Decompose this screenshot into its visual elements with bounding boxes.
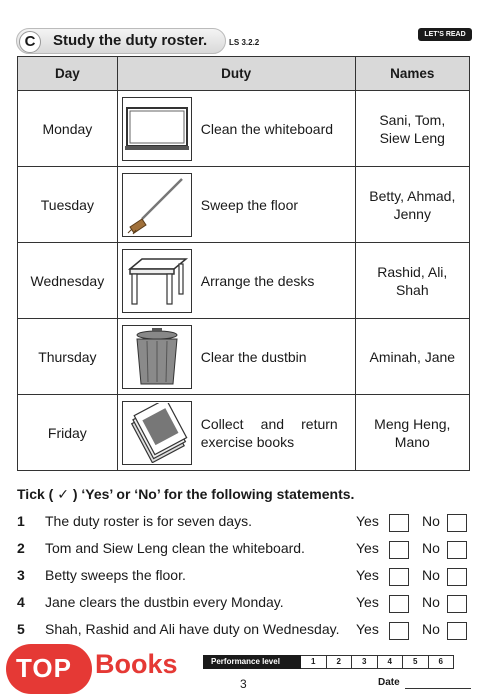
table-row xyxy=(18,395,470,471)
dustbin-icon xyxy=(122,325,192,389)
no-label: No xyxy=(422,621,440,637)
statement-number: 5 xyxy=(17,621,25,637)
statement-text: Shah, Rashid and Ali have duty on Wednesday. xyxy=(45,621,340,637)
statement-row xyxy=(17,567,472,587)
duty-roster-table xyxy=(17,56,470,471)
page-number: 3 xyxy=(240,677,247,691)
statement-row xyxy=(17,621,472,641)
broom-icon xyxy=(122,173,192,237)
learning-standard-code: LS 3.2.2 xyxy=(229,38,260,47)
day-cell: Thursday xyxy=(18,319,118,395)
no-checkbox[interactable] xyxy=(447,541,467,559)
exercise-books-icon xyxy=(122,401,192,465)
yes-label: Yes xyxy=(356,594,379,610)
performance-level-cell[interactable]: 1 xyxy=(301,655,327,669)
topbooks-logo xyxy=(0,640,196,700)
statement-number: 4 xyxy=(17,594,25,610)
yes-checkbox[interactable] xyxy=(389,595,409,613)
no-checkbox[interactable] xyxy=(447,622,467,640)
statement-number: 3 xyxy=(17,567,25,583)
no-label: No xyxy=(422,513,440,529)
day-cell: Monday xyxy=(18,91,118,167)
lets-read-tag: LET'S READ xyxy=(418,28,472,41)
logo-text-top: TOP xyxy=(16,653,72,683)
day-cell: Wednesday xyxy=(18,243,118,319)
performance-level-bar xyxy=(203,655,454,669)
performance-level-cell[interactable]: 2 xyxy=(327,655,353,669)
logo-text-books: Books xyxy=(95,649,178,679)
names-line: Sani, Tom, xyxy=(379,111,446,128)
header-day: Day xyxy=(18,57,118,91)
section-title: Study the duty roster. xyxy=(53,32,208,49)
statement-number: 2 xyxy=(17,540,25,556)
header-duty: Duty xyxy=(117,57,355,91)
date-field[interactable] xyxy=(405,688,471,689)
table-row xyxy=(18,319,470,395)
statement-text: The duty roster is for seven days. xyxy=(45,513,252,529)
yes-label: Yes xyxy=(356,513,379,529)
yes-checkbox[interactable] xyxy=(389,568,409,586)
duty-text: Collect and return exercise books xyxy=(200,415,338,450)
table-header-row xyxy=(18,57,470,91)
duty-text: Clean the whiteboard xyxy=(200,120,334,137)
section-letter: C xyxy=(19,31,41,53)
names-line: Jenny xyxy=(393,205,431,222)
no-checkbox[interactable] xyxy=(447,514,467,532)
duty-text: Sweep the floor xyxy=(200,196,299,213)
names-line: Aminah, Jane xyxy=(369,348,456,365)
day-cell: Friday xyxy=(18,395,118,471)
names-line: Siew Leng xyxy=(379,129,445,146)
no-label: No xyxy=(422,540,440,556)
date-label: Date xyxy=(378,677,400,688)
names-line: Meng Heng, xyxy=(374,415,451,432)
names-line: Shah xyxy=(395,281,429,298)
yes-label: Yes xyxy=(356,621,379,637)
no-label: No xyxy=(422,594,440,610)
names-line: Betty, Ahmad, xyxy=(369,187,456,204)
performance-level-cell[interactable]: 3 xyxy=(352,655,378,669)
yes-checkbox[interactable] xyxy=(389,541,409,559)
instruction-text: Tick ( ✓ ) ‘Yes’ or ‘No’ for the following statements. xyxy=(17,486,355,502)
performance-label: Performance level xyxy=(203,655,301,669)
statement-text: Betty sweeps the floor. xyxy=(45,567,186,583)
statement-row xyxy=(17,513,472,533)
performance-level-cell[interactable]: 4 xyxy=(378,655,404,669)
day-cell: Tuesday xyxy=(18,167,118,243)
names-line: Mano xyxy=(394,433,430,450)
statement-text: Tom and Siew Leng clean the whiteboard. xyxy=(45,540,305,556)
duty-text: Clear the dustbin xyxy=(200,348,307,365)
no-checkbox[interactable] xyxy=(447,568,467,586)
desk-icon xyxy=(122,249,192,313)
statement-number: 1 xyxy=(17,513,25,529)
table-row xyxy=(18,243,470,319)
table-row xyxy=(18,91,470,167)
yes-checkbox[interactable] xyxy=(389,514,409,532)
statement-row xyxy=(17,594,472,614)
yes-label: Yes xyxy=(356,567,379,583)
section-header xyxy=(16,28,226,54)
duty-text: Arrange the desks xyxy=(200,272,315,289)
names-line: Rashid, Ali, xyxy=(377,263,448,280)
table-row xyxy=(18,167,470,243)
header-names: Names xyxy=(355,57,469,91)
statement-text: Jane clears the dustbin every Monday. xyxy=(45,594,284,610)
performance-level-cell[interactable]: 5 xyxy=(403,655,429,669)
whiteboard-icon xyxy=(122,97,192,161)
yes-checkbox[interactable] xyxy=(389,622,409,640)
no-label: No xyxy=(422,567,440,583)
statement-row xyxy=(17,540,472,560)
performance-level-cell[interactable]: 6 xyxy=(429,655,455,669)
yes-label: Yes xyxy=(356,540,379,556)
no-checkbox[interactable] xyxy=(447,595,467,613)
